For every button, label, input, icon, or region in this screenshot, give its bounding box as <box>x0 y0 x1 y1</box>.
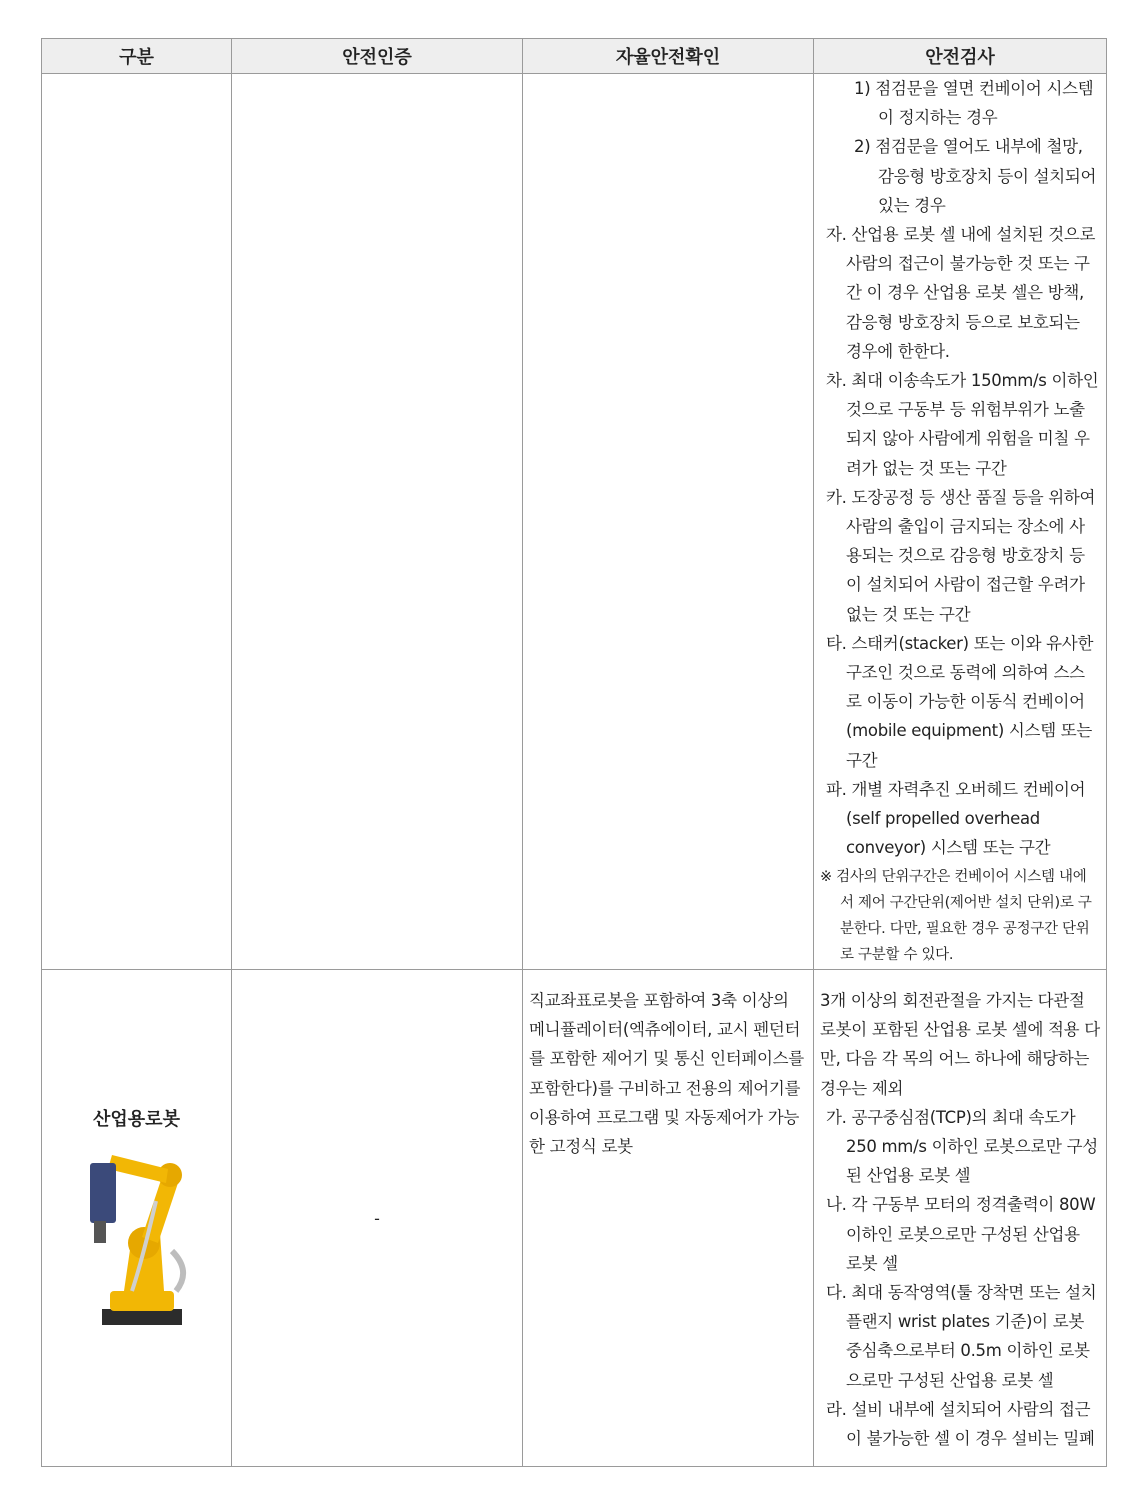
self-check-cell <box>523 74 814 970</box>
list-item: 다. 최대 동작영역(툴 장착면 또는 설치 플랜지 wrist plates 기준)이 로봇 중심축으로부터 0.5m 이하인 로봇으로만 구성된 산업용 로봇 셀 <box>826 1283 1097 1390</box>
safety-cert-cell: - <box>232 970 523 1467</box>
header-row <box>42 39 1107 74</box>
list-item: 자. 산업용 로봇 셀 내에 설치된 것으로 사람의 접근이 불가능한 것 또는 구간 이 경우 산업용 로봇 셀은 방책, 감응형 방호장치 등으로 보호되는 경우에 한한다. <box>826 225 1096 361</box>
category-title: 산업용로봇 <box>93 1109 180 1130</box>
list-item: 카. 도장공정 등 생산 품질 등을 위하여 사람의 출입이 금지되는 장소에 사용되는 것으로 감응형 방호장치 등이 설치되어 사람이 접근할 우려가 없는 것 또는 구간 <box>826 487 1096 624</box>
inspection-intro: 3개 이상의 회전관절을 가지는 다관절 로봇이 포함된 산업용 로봇 셀에 적용 다만, 다음 각 목의 어느 하나에 해당하는 경우는 제외 <box>820 991 1100 1098</box>
category-cell <box>42 970 232 1467</box>
table-row <box>42 970 1107 1467</box>
header-category: 구분 <box>42 39 232 74</box>
list-item: 나. 각 구동부 모터의 정격출력이 80W 이하인 로봇으로만 구성된 산업용 로봇 셀 <box>826 1195 1096 1273</box>
table-row <box>42 74 1107 970</box>
header-inspection: 안전검사 <box>814 39 1107 74</box>
header-safety-cert: 안전인증 <box>232 39 523 74</box>
list-item: 파. 개별 자력추진 오버헤드 컨베이어(self propelled overhead conveyor) 시스템 또는 구간 <box>826 779 1086 858</box>
industrial-robot-arm-icon <box>72 1141 202 1331</box>
inspection-cell <box>814 74 1107 970</box>
category-cell <box>42 74 232 970</box>
list-item: 가. 공구중심점(TCP)의 최대 속도가 250 mm/s 이하인 로봇으로만 구성된 산업용 로봇 셀 <box>826 1107 1098 1186</box>
list-item: 타. 스태커(stacker) 또는 이와 유사한 구조인 것으로 동력에 의하여 스스로 이동이 가능한 이동식 컨베이어(mobile equipment) 시스템 또는 구간 <box>826 633 1094 770</box>
list-item: 라. 설비 내부에 설치되어 사람의 접근이 불가능한 셀 이 경우 설비는 밀폐 <box>826 1399 1095 1449</box>
note: ※ 검사의 단위구간은 컨베이어 시스템 내에서 제어 구간단위(제어반 설치 단위)로 구분한다. 다만, 필요한 경우 공정구간 단위로 구분할 수 있다. <box>820 869 1092 964</box>
header-self-check: 자율안전확인 <box>523 39 814 74</box>
self-check-cell <box>523 970 814 1467</box>
sub-item: 1) 점검문을 열면 컨베이어 시스템이 정지하는 경우 <box>854 79 1094 128</box>
inspection-cell <box>814 970 1107 1467</box>
list-item: 차. 최대 이송속도가 150mm/s 이하인 것으로 구동부 등 위험부위가 노출되지 않아 사람에게 위험을 미칠 우려가 없는 것 또는 구간 <box>826 371 1099 478</box>
self-check-text: 직교좌표로봇을 포함하여 3축 이상의 메니퓰레이터(엑츄에이터, 교시 펜던터를 포함한 제어기 및 통신 인터페이스를 포함한다)를 구비하고 전용의 제어기를 이용하여 프로그램 및 자동제어가 가능한 고정식 로봇 <box>529 991 804 1157</box>
regulation-table <box>41 38 1107 1467</box>
safety-cert-cell <box>232 74 523 970</box>
sub-item: 2) 점검문을 열어도 내부에 철망, 감응형 방호장치 등이 설치되어 있는 경우 <box>854 137 1097 215</box>
